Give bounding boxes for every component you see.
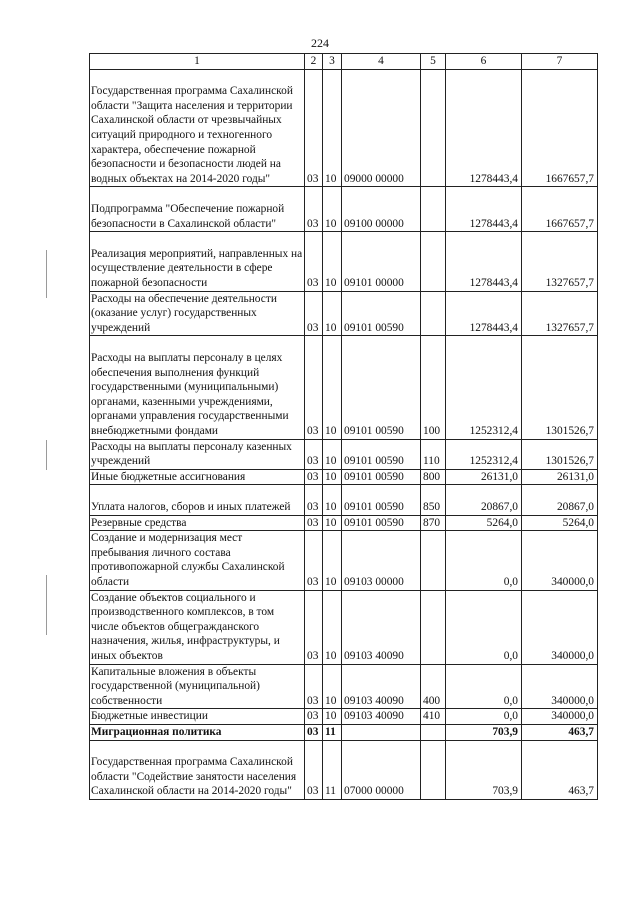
row-amount-2: 1667657,7 [522,69,598,187]
row-expense-type [421,291,446,336]
table-row [90,469,598,485]
row-subsection-code: 10 [323,709,342,725]
scan-margin-mark [46,575,47,635]
row-amount-1: 1278443,4 [446,187,522,232]
row-amount-2: 20867,0 [522,485,598,515]
row-subsection-code: 10 [323,336,342,439]
row-amount-1: 20867,0 [446,485,522,515]
row-target-article: 09101 00590 [342,291,421,336]
row-amount-2: 5264,0 [522,515,598,531]
row-section-code: 03 [305,187,323,232]
row-amount-2: 1667657,7 [522,187,598,232]
scan-margin-mark [46,440,47,470]
row-amount-1: 0,0 [446,531,522,590]
row-section-code: 03 [305,439,323,469]
scan-margin-mark [46,250,47,298]
row-subsection-code: 10 [323,469,342,485]
row-name: Резервные средства [90,515,305,531]
row-amount-2: 340000,0 [522,664,598,709]
column-header: 2 [305,54,323,70]
table-row [90,664,598,709]
row-amount-1: 1278443,4 [446,291,522,336]
column-number-row [90,54,598,70]
row-amount-1: 0,0 [446,709,522,725]
row-expense-type: 100 [421,336,446,439]
row-section-code: 03 [305,709,323,725]
row-section-code: 03 [305,485,323,515]
table-row [90,336,598,439]
row-target-article: 09103 40090 [342,709,421,725]
row-expense-type: 410 [421,709,446,725]
row-name: Иные бюджетные ассигнования [90,469,305,485]
row-name: Капитальные вложения в объекты государственной (муниципальной) собственности [90,664,305,709]
row-section-code: 03 [305,740,323,799]
column-header: 1 [90,54,305,70]
row-subsection-code: 10 [323,232,342,291]
page-number: 224 [311,36,329,50]
row-section-code: 03 [305,336,323,439]
row-expense-type [421,740,446,799]
row-subsection-code: 10 [323,69,342,187]
row-amount-1: 1278443,4 [446,232,522,291]
table-row [90,590,598,664]
row-subsection-code: 11 [323,724,342,740]
row-expense-type [421,724,446,740]
table-row [90,291,598,336]
row-amount-2: 340000,0 [522,709,598,725]
row-amount-1: 5264,0 [446,515,522,531]
budget-table [89,53,598,800]
row-amount-2: 340000,0 [522,531,598,590]
row-amount-1: 26131,0 [446,469,522,485]
row-expense-type [421,531,446,590]
row-amount-1: 0,0 [446,590,522,664]
row-expense-type [421,590,446,664]
row-name: Уплата налогов, сборов и иных платежей [90,485,305,515]
row-name: Расходы на выплаты персоналу в целях обеспечения выполнения функций государственными (муниципальными) органами, казенными учреждениями, органами управления государственными внебюджетными фондами [90,336,305,439]
column-header: 4 [342,54,421,70]
table-row [90,187,598,232]
row-expense-type: 400 [421,664,446,709]
table-row [90,740,598,799]
row-amount-2: 463,7 [522,740,598,799]
row-name: Подпрограмма "Обеспечение пожарной безопасности в Сахалинской области" [90,187,305,232]
column-header: 7 [522,54,598,70]
row-amount-1: 703,9 [446,724,522,740]
row-subsection-code: 10 [323,590,342,664]
row-expense-type: 800 [421,469,446,485]
row-target-article: 09103 00000 [342,531,421,590]
row-target-article: 09000 00000 [342,69,421,187]
table-row [90,724,598,740]
row-subsection-code: 10 [323,515,342,531]
row-section-code: 03 [305,232,323,291]
row-name: Бюджетные инвестиции [90,709,305,725]
row-section-code: 03 [305,515,323,531]
row-subsection-code: 10 [323,187,342,232]
row-expense-type: 870 [421,515,446,531]
column-header: 5 [421,54,446,70]
row-section-code: 03 [305,664,323,709]
row-amount-1: 1278443,4 [446,69,522,187]
row-amount-2: 1327657,7 [522,291,598,336]
row-amount-1: 703,9 [446,740,522,799]
row-amount-1: 1252312,4 [446,439,522,469]
row-section-code: 03 [305,291,323,336]
row-expense-type: 850 [421,485,446,515]
row-target-article: 09101 00590 [342,515,421,531]
row-target-article: 09101 00590 [342,469,421,485]
row-amount-2: 1301526,7 [522,439,598,469]
table-row [90,232,598,291]
row-name: Государственная программа Сахалинской области "Защита населения и территории Сахалинской области от чрезвычайных ситуаций природного и техногенного характера, обеспечение пожарной безопасности и безопасности людей на водных объектах на 2014-2020 годы" [90,69,305,187]
row-section-code: 03 [305,69,323,187]
row-section-code: 03 [305,469,323,485]
table-row [90,515,598,531]
row-amount-1: 1252312,4 [446,336,522,439]
row-name: Создание объектов социального и производственного комплексов, в том числе объектов общегражданского назначения, жилья, инфраструктуры, и иных объектов [90,590,305,664]
row-amount-2: 1327657,7 [522,232,598,291]
row-name: Расходы на обеспечение деятельности (оказание услуг) государственных учреждений [90,291,305,336]
row-name: Реализация мероприятий, направленных на осуществление деятельности в сфере пожарной безопасности [90,232,305,291]
row-target-article: 09103 40090 [342,664,421,709]
row-target-article: 09101 00590 [342,439,421,469]
row-amount-2: 340000,0 [522,590,598,664]
row-expense-type [421,232,446,291]
row-subsection-code: 10 [323,485,342,515]
row-name: Расходы на выплаты персоналу казенных учреждений [90,439,305,469]
row-target-article: 07000 00000 [342,740,421,799]
table-row [90,439,598,469]
row-amount-2: 1301526,7 [522,336,598,439]
row-subsection-code: 10 [323,531,342,590]
row-subsection-code: 10 [323,664,342,709]
row-amount-2: 463,7 [522,724,598,740]
column-header: 6 [446,54,522,70]
table-row [90,531,598,590]
row-name: Создание и модернизация мест пребывания личного состава противопожарной службы Сахалинской области [90,531,305,590]
row-amount-2: 26131,0 [522,469,598,485]
row-target-article: 09101 00590 [342,485,421,515]
row-target-article: 09103 40090 [342,590,421,664]
table-row [90,709,598,725]
row-subsection-code: 11 [323,740,342,799]
row-target-article: 09101 00000 [342,232,421,291]
table-row [90,485,598,515]
row-name: Государственная программа Сахалинской области "Содействие занятости населения Сахалинской области на 2014-2020 годы" [90,740,305,799]
row-expense-type [421,69,446,187]
table-row [90,69,598,187]
row-expense-type [421,187,446,232]
budget-table-body [90,54,598,800]
row-target-article [342,724,421,740]
row-target-article: 09101 00590 [342,336,421,439]
column-header: 3 [323,54,342,70]
row-expense-type: 110 [421,439,446,469]
row-subsection-code: 10 [323,439,342,469]
row-subsection-code: 10 [323,291,342,336]
row-name: Миграционная политика [90,724,305,740]
row-section-code: 03 [305,590,323,664]
row-target-article: 09100 00000 [342,187,421,232]
row-section-code: 03 [305,724,323,740]
row-section-code: 03 [305,531,323,590]
row-amount-1: 0,0 [446,664,522,709]
